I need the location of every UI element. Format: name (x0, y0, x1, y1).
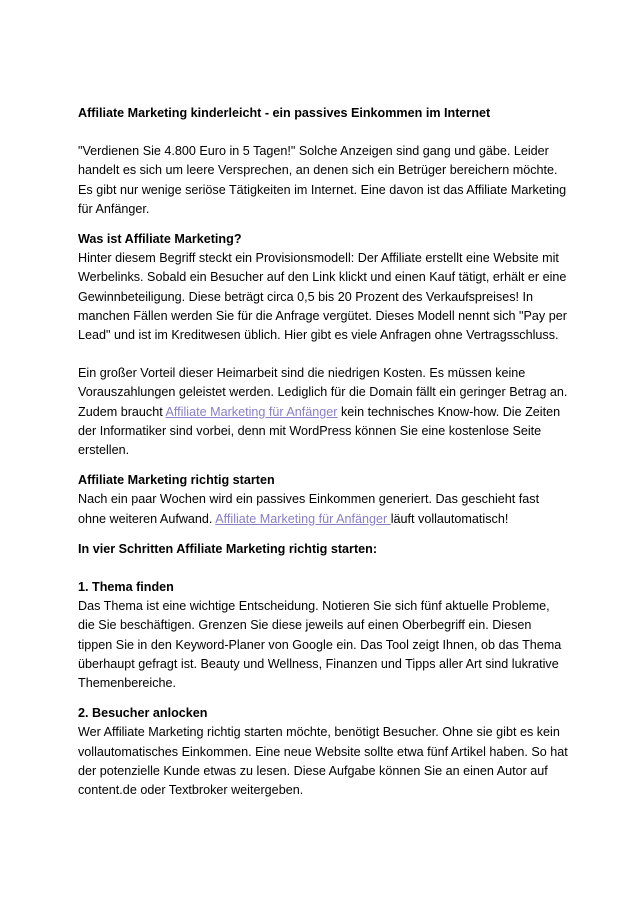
section1-paragraph-2 (78, 364, 568, 460)
section-heading-start-right: Affiliate Marketing richtig starten (78, 473, 275, 488)
affiliate-beginner-link-2[interactable]: Affiliate Marketing für Anfänger (215, 511, 391, 526)
section1-paragraph-1: Hinter diesem Begriff steckt ein Provisionsmodell: Der Affiliate erstellt eine Website mit Werbelinks. Sobald ein Besucher auf den Link klickt und einen Kauf tätigt, erhält er eine Gewinnbeteiligung. Diese beträgt circa 0,5 bis 20 Prozent des Verkaufspreises! In manchen Fällen werden Sie für die Anfrage vergütet. Dieses Modell nennt sich "Pay per Lead" und ist im Kreditwesen üblich. Hier gibt es viele Anfragen ohne Vertragsschluss. (78, 251, 567, 343)
step1-text: Das Thema ist eine wichtige Entscheidung. Notieren Sie sich fünf aktuelle Probleme, die Sie beschäftigen. Grenzen Sie diese jeweils auf einen Oberbegriff ein. Diesen tippen Sie in den Keyword-Planer von Google ein. Das Tool zeigt Ihnen, ob das Thema überhaupt gefragt ist. Beauty und Wellness, Finanzen und Tipps aller Art sind lukrative Themenbereiche. (78, 599, 562, 691)
section-heading-what-is: Was ist Affiliate Marketing? (78, 232, 242, 247)
document-page (78, 104, 568, 800)
section-heading-four-steps: In vier Schritten Affiliate Marketing richtig starten: (78, 541, 378, 556)
section1-paragraph-2-text-a: Ein großer Vorteil dieser Heimarbeit sind die niedrigen Kosten. Es müssen keine Vorauszahlungen geleistet werden. Lediglich für die Domain fällt ein geringer Betrag an. Zudem braucht (78, 366, 568, 419)
section2-paragraph-text-a: Nach ein paar Wochen wird ein passives Einkommen generiert. Das geschieht fast ohne weiteren Aufwand. (78, 492, 540, 526)
section2-paragraph-text-b: läuft vollautomatisch! (390, 511, 509, 526)
section2-paragraph (78, 490, 568, 528)
step2-heading: 2. Besucher anlocken (78, 706, 208, 721)
step2-text: Wer Affiliate Marketing richtig starten möchte, benötigt Besucher. Ohne sie gibt es kein vollautomatisches Einkommen. Eine neue Website sollte etwa fünf Artikel haben. So hat der potenzielle Kunde etwas zu lesen. Diese Aufgabe können Sie an einen Autor auf content.de oder Textbroker weitergeben. (78, 725, 568, 798)
affiliate-beginner-link-1[interactable]: Affiliate Marketing für Anfänger (165, 404, 338, 419)
document-title: Affiliate Marketing kinderleicht - ein passives Einkommen im Internet (78, 106, 491, 120)
section1-paragraph-2-text-b: kein technisches Know-how. Die Zeiten der Informatiker sind vorbei, denn mit WordPress können Sie eine kostenlose Seite erstellen. (78, 404, 561, 458)
intro-paragraph: "Verdienen Sie 4.800 Euro in 5 Tagen!" Solche Anzeigen sind gang und gäbe. Leider handelt es sich um leere Versprechen, an denen sich ein Betrüger bereichern möchte. Es gibt nur wenige seriöse Tätigkeiten im Internet. Eine davon ist das Affiliate Marketing für Anfänger. (78, 144, 567, 216)
step1-heading: 1. Thema finden (78, 580, 174, 595)
